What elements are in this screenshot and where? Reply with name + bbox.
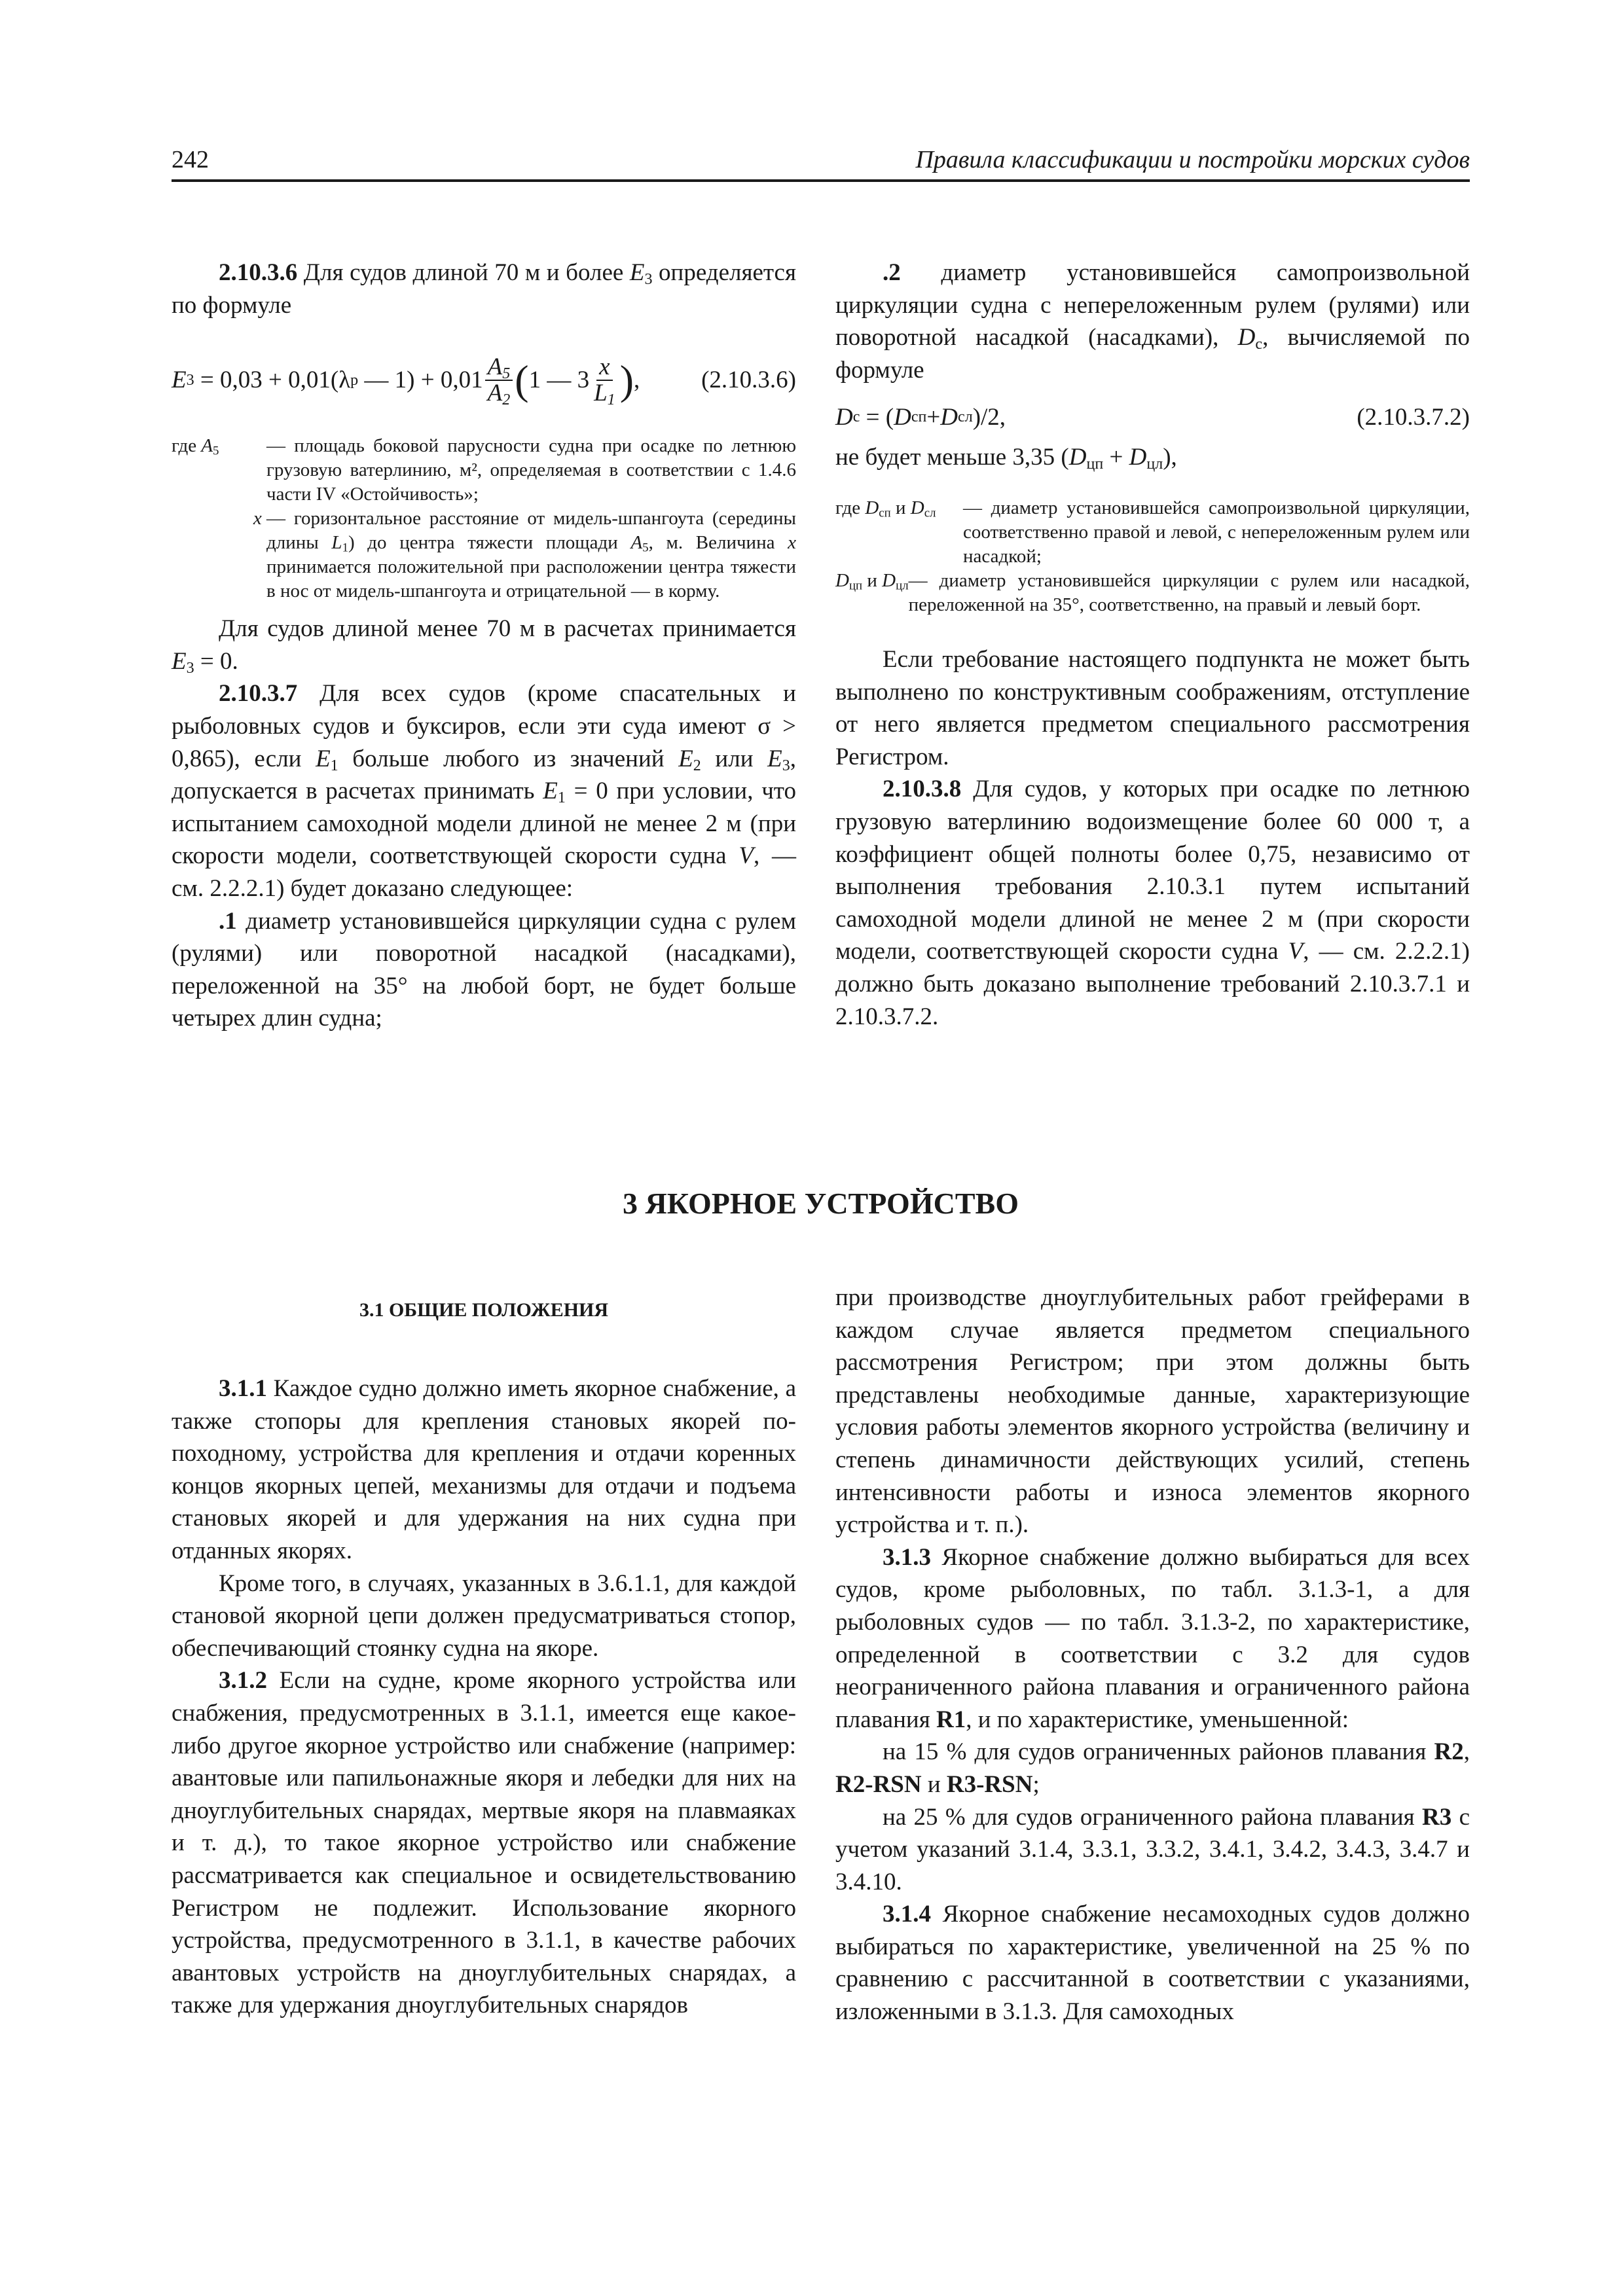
definition-dsp: где $D_{сп}$ и $D_{сл}$ — диаметр установившейся самопроизвольной циркуляции, соответственно правой и левой, с непереложенным рулем или насадкой; [835,496,1470,569]
text: , — см. 2.2.2.1) должно быть доказано выполнение требований 2.10.3.7.1 и 2.10.3.7.2. [835,938,1470,1030]
text: не будет меньше 3,35 ( [835,444,1069,471]
definition-A5: где $A_5$ — площадь боковой парусности судна при осадке по летнюю грузовую ватерлинию, м², определяемая в соответствии с 1.4.6 части IV «Остойчивость»; [172,434,796,507]
formula-number: (2.10.3.7.2) [1357,403,1470,431]
right-column-bottom [835,1282,1470,2028]
text: Для судов длиной 70 м и более [297,259,630,286]
left-column-bottom [172,1372,796,2022]
clause-number: 2.10.3.8 [883,776,962,803]
definition-x: x — горизонтальное расстояние от мидель-шпангоута (середины длины $L_1$) до центра тяжести площади $A_5$, м. Величина x принимается положительной при расположении центра тяжести в нос от мидель-шпангоута и отрицательной — в корму. [253,508,796,602]
text: Якорное снабжение должно выбираться для всех судов, кроме рыболовных, по табл. 3.1.3-1, а для рыболовных судов — по табл. 3.1.3-2, по характеристике, определенной в соответствии с 3.2 для судов неограниченного района плавания и ограниченного района плавания [835,1543,1470,1733]
paragraph-2-10-3-7: 2.10.3.7 Для всех судов (кроме спасательных и рыболовных судов и буксиров, если эти суда имеют σ > 0,865), если $E_1$ больше любого из значений $E_2$ или $E_3$, допускается в расчетах принимать $E_1 = 0$ при условии, что испытанием самоходной модели длиной не менее 2 м (при скорости модели, соответствующей скорости судна V, — см. 2.2.2.1) будет доказано следующее: [172,680,797,902]
region-code: R2 [1434,1738,1464,1766]
clause-number: 3.1.2 [219,1667,267,1695]
text: определяется по формуле [172,259,796,319]
text: = 0 при условии, что испытанием самоходной модели длиной не менее 2 м (при скорости модели, соответствующей скорости судна [172,778,796,870]
header-rule [172,179,1470,182]
clause-number: 2.10.3.7 [219,680,298,708]
definition-text: принимается положительной при расположении центра тяжести в нос от мидель-шпангоута и отрицательной — в корму. [266,556,796,602]
paragraph-3-1-2 [172,1664,796,2022]
paragraph-less-70: Для судов длиной менее 70 м в расчетах принимается $E_3 = 0$. [172,615,796,677]
paragraph-continued: при производстве дноуглубительных работ грейферами в каждом случае является предметом специального рассмотрения Регистром; при этом должны быть представлены необходимые данные, характеризующие условия работы элементов якорного устройства (величину и степень динамичности действующих усилий, степень интенсивности работы и износа элементов якорного устройства и т. п.). [835,1284,1470,1539]
paragraph-3-1-3 [835,1541,1470,1736]
clause-number: 3.1.4 [883,1901,931,1928]
text: , — см. 2.2.2.1) будет доказано следующее: [172,842,797,902]
item-2: .2 диаметр установившейся самопроизвольной циркуляции судна с непереложенным рулем (рулями) или поворотной насадкой (насадками), $D_с$, вычисляемой по формуле [835,259,1470,384]
definition-text: — горизонтальное расстояние от мидель-шпангоута (середины длины [266,508,796,554]
region-code: R3-RSN [946,1770,1033,1798]
paragraph-3-1-4 [835,1898,1470,2028]
text: Для всех судов (кроме спасательных и рыболовных судов и буксиров, если эти суда имеют σ > 0,865), если [172,680,796,772]
region-code: R1 [936,1706,966,1733]
paragraph-besides: Кроме того, в случаях, указанных в 3.6.1.1, для каждой становой якорной цепи должен предусматриваться стопор, обеспечивающий стоянку судна на якоре. [172,1570,796,1662]
text: на 15 % для судов ограниченных районов плавания [883,1738,1434,1766]
text: ) [1163,444,1171,471]
paragraph-25-percent [835,1801,1470,1899]
region-code: R2-RSN [835,1770,922,1798]
subsection-title: 3.1 ОБЩИЕ ПОЛОЖЕНИЯ [359,1299,609,1321]
text: = 0. [194,647,238,675]
paragraph-3-1-1 [172,1372,796,1568]
clause-number: 3.1.3 [883,1543,931,1571]
text: Для судов длиной менее 70 м в расчетах принимается [219,615,796,643]
item-number: .1 [219,907,237,935]
text: диаметр установившейся самопроизвольной циркуляции судна с непереложенным рулем (рулями) или поворотной насадкой (насадками), [835,259,1470,351]
text: на 25 % для судов ограниченного района плавания [883,1803,1423,1831]
definition-text: — диаметр установившейся циркуляции с рулем или насадкой, переложенной на 35°, соответственно, на правый и левый борт. [908,569,1470,615]
definition-text: — диаметр установившейся самопроизвольной циркуляции, соответственно правой и левой, с непереложенным рулем или насадкой; [963,497,1470,567]
text: с учетом указаний 3.1.4, 3.3.1, 3.3.2, 3.4.1, 3.4.2, 3.4.3, 3.4.7 и 3.4.10. [835,1803,1470,1895]
page-number: 242 [172,146,209,173]
paragraph-2-10-3-8: 2.10.3.8 Для судов, у которых при осадке по летнюю грузовую ватерлинию водоизмещение более 60 000 т, а коэффициент общей полноты более 0,75, независимо от выполнения требования 2.10.3.1 путем испытаний самоходной модели длиной не менее 2 м (при скорости модели, соответствующей скорости судна V, — см. 2.2.2.1) должно быть доказано выполнение требований 2.10.3.7.1 и 2.10.3.7.2. [835,776,1470,1030]
formula-2-10-3-7-2: D с = ( D сп + D сл )/2, (2.10.3.7.2) [835,401,1470,433]
item-number: .2 [883,259,901,286]
formula-number: (2.10.3.6) [701,367,796,394]
text: ; [1032,1770,1040,1798]
paragraph-if-not: Если требование настоящего подпункта не может быть выполнено по конструктивным соображениям, отступление от него является предметом специального рассмотрения Регистром. [835,645,1470,770]
text: , допускается в расчетах принимать [172,745,796,805]
left-column-top [172,257,796,1035]
text: Если на судне, кроме якорного устройства или снабжения, предусмотренных в 3.1.1, имеется еще какое-либо другое якорное устройство или снабжение (например: авантовые или папильонажные якоря и лебедки для них на дноуглубительных снарядах, мертвые якоря на плавмаяках и т. д.), то такое якорное устройство или снабжение рассматривается как специальное и освидетельствованию Регистром не подлежит. Использование якорного устройства, предусмотренного в 3.1.1, в качестве рабочих авантовых устройств на дноуглубительных снарядах, а также для удержания дноуглубительных снарядов [172,1667,796,2019]
definition-dcp: $D_{цп}$ и $D_{цл}$ — диаметр установившейся циркуляции с рулем или насадкой, переложенной на 35°, соответственно, на правый и левый борт. [835,569,1470,617]
section-title: 3 ЯКОРНОЕ УСТРОЙСТВО [623,1187,1019,1220]
text: диаметр установившейся циркуляции судна с рулем (рулями) или поворотной насадкой (насадками), переложенной на 35° на любой борт, не будет больше четырех длин судна; [172,907,796,1032]
right-column-top [835,257,1470,1033]
text: , вычисляемой по формуле [835,324,1470,384]
paragraph-2-10-3-6: 2.10.3.6 Для судов длиной 70 м и более $E_3$ определяется по формуле [172,259,796,319]
region-code: R3 [1422,1803,1452,1831]
running-title: Правила классификации и постройки морских судов [915,146,1470,173]
formula-2-10-3-6: E 3 = 0,03 + 0,01(λ р — 1) + 0,01 $\frac{A_5}{A_2}$ ( 1 — 3 $\frac{x}{L_1}$ ) , (2.10.3.6) [172,353,796,409]
where-word: где [835,497,861,518]
text: и [921,1770,947,1798]
item-1 [172,905,796,1035]
where-word: где [172,435,197,457]
clause-number: 3.1.1 [219,1375,267,1402]
definition-text: — площадь боковой парусности судна при осадке по летнюю грузовую ватерлинию, м², определяемая в соответствии с 1.4.6 части IV «Остойчивость»; [266,435,796,505]
text: или [701,745,768,772]
definition-text: , м. Величина [648,532,788,554]
text: Якорное снабжение несамоходных судов должно выбираться по характеристике, увеличенной на 25 % по сравнению с рассчитанной в соответствии с указаниями, изложенными в 3.1.3. Для самоходных [835,1901,1470,2026]
definition-text: ) до центра тяжести площади [348,532,631,554]
text: Каждое судно должно иметь якорное снабжение, а также стопоры для крепления становых якорей по-походному, устройства для крепления и отдачи коренных концов якорных цепей, механизмы для отдачи и подъема становых якорей и для удержания на них судна при отданных якорях. [172,1375,796,1564]
clause-number: 2.10.3.6 [219,259,298,286]
text: больше любого из значений [338,745,679,772]
paragraph-15-percent: на 15 % для судов ограниченных районов плавания R2, R2-RSN и R3-RSN; [835,1738,1470,1798]
paragraph-not-less: не будет меньше 3,35 $(D_{цп} + D_{цл})$, [835,444,1177,473]
text: , и по характеристике, уменьшенной: [966,1706,1349,1733]
text: Для судов, у которых при осадке по летнюю грузовую ватерлинию водоизмещение более 60 000 т, а коэффициент общей полноты более 0,75, независимо от выполнения требования 2.10.3.1 путем испытаний самоходной модели длиной не менее 2 м (при скорости модели, соответствующей скорости судна [835,776,1470,965]
